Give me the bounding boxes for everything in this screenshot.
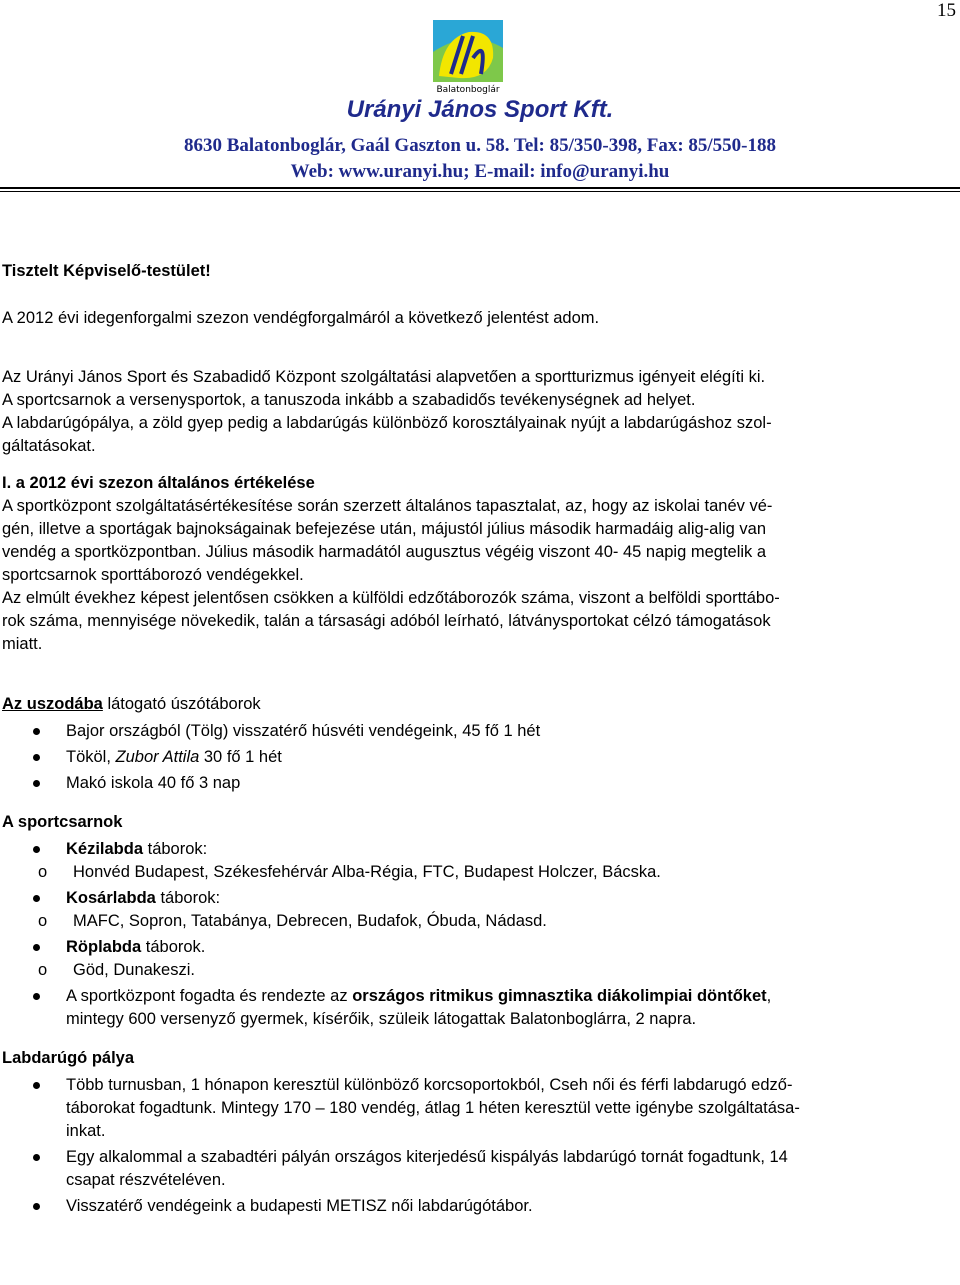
overview-paragraph: Az Urányi János Sport és Szabadidő Központ szolgáltatási alapvetően a sportturizmus igényeit elégíti ki. A sportcsarnok a versenysportok, a tanuszoda inkább a szabadidős tevékenységnek ad helyet. A labdarúgópálya, a zöld gyep pedig a labdarúgás különböző korosztályainak nyújt a labdarúgáshoz szol- gáltatásokat. [2,368,772,455]
section-title-general: I. a 2012 évi szezon általános értékelése [2,474,315,492]
sub-list-item: o Göd, Dunakeszi. [2,959,952,982]
company-web-email: Web: www.uranyi.hu; E-mail: info@uranyi.hu [290,161,670,182]
list-item: Tököl, Zubor Attila 30 fő 1 hét [2,746,952,769]
pool-list [2,720,952,795]
page-number: 15 [937,0,956,21]
hall-heading: A sportcsarnok [2,813,123,831]
list-item: Bajor országból (Tölg) visszatérő húsvéti vendégeink, 45 fő 1 hét [2,720,952,743]
list-item: Egy alkalommal a szabadtéri pályán országos kiterjedésű kispályás labdarúgó tornát fogadtunk, 14 csapat részvételéven. [2,1146,952,1192]
header-rule [0,187,960,189]
intro-paragraph: A 2012 évi idegenforgalmi szezon vendégforgalmáról a következő jelentést adom. [2,309,600,327]
field-list [2,1074,952,1218]
general-evaluation-paragraph: A sportközpont szolgáltatásértékesítése során szerzett általános tapasztalat, az, hogy az iskolai tanév vé- gén, illetve a sportágak bajnokságainak befejezése után, májustól július második harmadáig alig-alig van vendég a sportközpontban. Július második harmadától augusztus végéig viszont 40- 45 napig megtelik a sportcsarnok sporttáborozó vendégekkel. Az elmúlt évekhez képest jelentősen csökken a külföldi edzőtáborozók száma, viszont a belföldi sporttábo- rok száma, mennyisége növekedik, talán a társasági adóból leírható, látványsportokat célzó támogatások miatt. [2,497,780,653]
list-item: Makó iskola 40 fő 3 nap [2,772,952,795]
list-item: Visszatérő vendégeink a budapesti METISZ női labdarúgótábor. [2,1195,952,1218]
hall-list [2,838,952,1031]
header-rule-thin [0,191,960,192]
sub-list-item: o MAFC, Sopron, Tatabánya, Debrecen, Budafok, Óbuda, Nádasd. [2,910,952,933]
company-name: Urányi János Sport Kft. [346,96,614,123]
list-item: Kosárlabda táborok: o MAFC, Sopron, Tatabánya, Debrecen, Budafok, Óbuda, Nádasd. [2,887,952,933]
list-item: Kézilabda táborok: o Honvéd Budapest, Székesfehérvár Alba-Régia, FTC, Budapest Holczer, Bácska. [2,838,952,884]
sub-list-item: o Honvéd Budapest, Székesfehérvár Alba-Régia, FTC, Budapest Holczer, Bácska. [2,861,952,884]
letter-body [2,260,952,1221]
svg-text:Balatonboglár: Balatonboglár [436,85,500,95]
list-item: Több turnusban, 1 hónapon keresztül különböző korcsoportokból, Cseh női és férfi labdarugó edző- táborokat fogadtunk. Mintegy 170 – 180 vendég, átlag 1 héten keresztül vette igénybe szolgáltatása- inkat. [2,1074,952,1143]
list-item: Röplabda táborok. o Göd, Dunakeszi. [2,936,952,982]
company-logo [429,18,507,96]
list-item: A sportközpont fogadta és rendezte az országos ritmikus gimnasztika diákolimpiai döntőket, mintegy 600 versenyző gyermek, kísérőik, szüleik látogattak Balatonboglárra, 2 napra. [2,985,952,1031]
company-address: 8630 Balatonboglár, Gaál Gaszton u. 58. Tel: 85/350-398, Fax: 85/550-188 [183,135,777,156]
field-heading: Labdarúgó pálya [2,1049,135,1067]
pool-heading: Az uszodába látogató úszótáborok [2,695,261,713]
greeting: Tisztelt Képviselő-testület! [2,262,211,280]
